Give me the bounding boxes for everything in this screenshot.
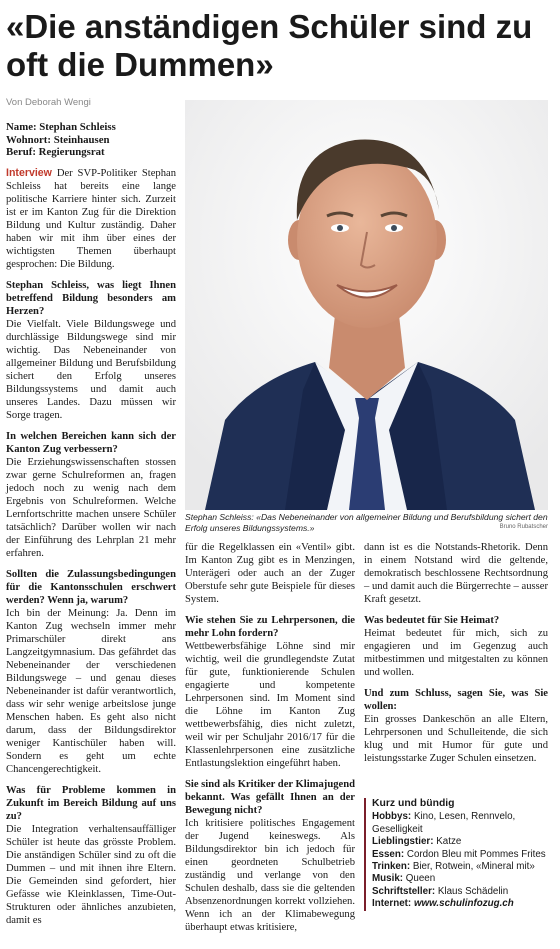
fact-music: [372, 873, 560, 885]
column-1: [6, 121, 176, 932]
website-link[interactable]: www.schulinfozug.ch: [413, 898, 514, 910]
question-7: Was bedeutet für Sie Heimat?: [364, 615, 500, 626]
answer-5: Wettbewerbsfähige Löhne sind mir wichtig, weil die grundlegendste Zutat für gute, funktionierende Schulen engagierte und kompetente Lehrpersonen sind. Im Moment sind die Löhne im Kanton Zug wettbewerbsfähig, dies nicht zuletzt, weil wir per Schuljahr 2016/17 für die Klassenlehrpersonen eine zusätzliche Entlastungslektion eingeführt haben.: [185, 641, 355, 769]
question-1: Stephan Schleiss, was liegt Ihnen betreffend Bildung besonders am Herzen?: [6, 279, 176, 317]
column-3: [364, 541, 548, 770]
fact-animal: [372, 836, 560, 848]
fact-label: Essen:: [372, 848, 405, 860]
question-6: Sie sind als Kritiker der Klimajugend bekannt. Was gefällt Ihnen an der Bewegung nicht?: [185, 779, 356, 816]
intro-label: Interview: [6, 166, 52, 179]
answer-2: Die Erziehungswissenschaften stossen zwar gerne Schulreformen an, fragen jedoch noch zu wenig nach dem Ergebnis von Schulreformen. Welche Lernfortschritte machen unsere Schüler tatsächlich? Darüber wollen wir nach der Einführung des Lehrplan 21 mehr erfahren.: [6, 456, 176, 559]
fact-label: Hobbys:: [372, 811, 412, 823]
fact-hobbies: [372, 811, 560, 836]
question-3: Sollten die Zulassungsbedingungen für die Kantonsschulen erschwert werden? Wenn ja, warum?: [6, 568, 176, 606]
photo-caption: [185, 512, 548, 534]
caption-text: Stephan Schleiss: «Das Nebeneinander von allgemeiner Bildung und Berufsbildung sichert den Erfolg unseres Bildungssystems.»: [185, 512, 548, 533]
portrait-photo: [185, 100, 548, 510]
fact-label: Lieblingstier:: [372, 836, 434, 848]
answer-4-continued: für die Regelklassen ein «Ventil» gibt. Im Kanton Zug gibt es in Menzingen, Unterägeri oder auch an der Zuger Oberstufe sehr gute Beispiele für dieses System.: [185, 542, 355, 605]
profile-name: Name: Stephan Schleiss: [6, 121, 116, 133]
question-2: In welchen Bereichen kann sich der Kanton Zug verbessern?: [6, 430, 176, 455]
fact-label: Musik:: [372, 873, 404, 885]
photo-credit: Bruno Rubatscher: [499, 524, 548, 530]
profile-box: [6, 121, 176, 159]
profile-job: Beruf: Regierungsrat: [6, 146, 105, 158]
fact-writer: [372, 886, 560, 898]
intro-text: Der SVP-Politiker Stephan Schleiss hat bereits eine lange politische Karriere hinter sich. Zurzeit ist er im Kanton Zug für die Direktion Bildung und Kultur zuständig. Daher haben wir mit ihm über eines der wichtigsten Themen überhaupt gesprochen: Die Bildung.: [6, 167, 176, 270]
fact-value: Cordon Bleu mit Pommes Frites: [406, 848, 546, 860]
fact-value: Bier, Rotwein, «Mineral mit»: [412, 861, 535, 873]
fact-value: Kino, Lesen, Rennvelo, Geselligkeit: [372, 811, 516, 835]
fact-internet: [372, 898, 560, 910]
answer-4: Die Integration verhaltensauffälliger Schüler ist heute das grösste Problem. Die anständigen Schüler sind zu oft die Dummen – und mit ihnen ihre Eltern. Die Gemeinden sind gefordert, hier Gefässe wie Kleinklassen, Time-Out-Strukturen oder ähnliches anzubieten, damit es: [6, 823, 176, 926]
answer-1: Die Vielfalt. Viele Bildungswege und durchlässige Bildungswege sind mir wichtig. Das Nebeneinander von allgemeiner Bildung und Berufsbildung sichert den Erfolg unseres Bildungssystems und damit auch unseres Landes. Dazu müssen wir Sorge tragen.: [6, 318, 176, 421]
fact-value: Queen: [405, 873, 436, 885]
fact-label: Trinken:: [372, 861, 411, 873]
portrait-illustration: [185, 100, 548, 510]
facts-box: [364, 798, 560, 911]
answer-3: Ich bin der Meinung: Ja. Denn im Kanton Zug wechseln immer mehr Primarschüler direkt ans Langzeitgymnasium. Das gefährdet das Nebeneinander der verschiedenen Bildungswege – und genau dieses Nebeneinander ist dafür verantwortlich, dass wir sehr wenige arbeitslose junge Menschen haben. Es geht also nicht darum, dass der Bildungsdirektor weniger Kantischüler haben will. Sondern es geht um echte Chancengerechtigkeit.: [6, 607, 176, 775]
answer-7: Heimat bedeutet für mich, sich zu engagieren und im Gegenzug auch mitbestimmen und mitgestalten zu können und wollen.: [364, 628, 548, 678]
question-4: Was für Probleme kommen in Zukunft im Bereich Bildung auf uns zu?: [6, 784, 176, 822]
fact-label: Schriftsteller:: [372, 885, 436, 897]
intro-paragraph: [6, 167, 176, 271]
facts-box-title: Kurz und bündig: [372, 798, 455, 809]
answer-6: Ich kritisiere politisches Engagement der Jugend keineswegs. Als Bildungsdirektor bin ich jedoch für einen geordneten Schulbetrieb zuständig und verlange von den Schulen deshalb, dass sie die geltenden Absenzenordnungen korrekt vollziehen. Wenn ich an der Klimabewegung überhaupt etwas kritisiere,: [185, 818, 355, 933]
question-5: Wie stehen Sie zu Lehrpersonen, die mehr Lohn fordern?: [185, 615, 355, 639]
fact-drink: [372, 861, 560, 873]
profile-residence: Wohnort: Steinhausen: [6, 133, 110, 146]
answer-8: Ein grosses Dankeschön an alle Eltern, Lehrpersonen und Schulleitende, die sich klug und mit Humor für gute und leistungsstarke Zuger Schulen einsetzen.: [364, 714, 548, 764]
answer-6-continued: dann ist es die Notstands-Rhetorik. Denn in einem Notstand wird die geltende, demokratisch beschlossene Rechtsordnung – und damit auch die Bürgerrechte – ausser Kraft gesetzt.: [364, 542, 548, 605]
headline: «Die anständigen Schüler sind zu oft die Dummen»: [6, 8, 533, 83]
question-8: Und zum Schluss, sagen Sie, was Sie wollen:: [364, 688, 548, 712]
fact-value: Katze: [436, 836, 462, 848]
fact-value: Klaus Schädelin: [437, 885, 509, 897]
fact-food: [372, 849, 560, 861]
author-byline: Von Deborah Wengi: [6, 97, 91, 108]
column-2: [185, 541, 355, 939]
fact-label: Internet:: [372, 898, 412, 910]
